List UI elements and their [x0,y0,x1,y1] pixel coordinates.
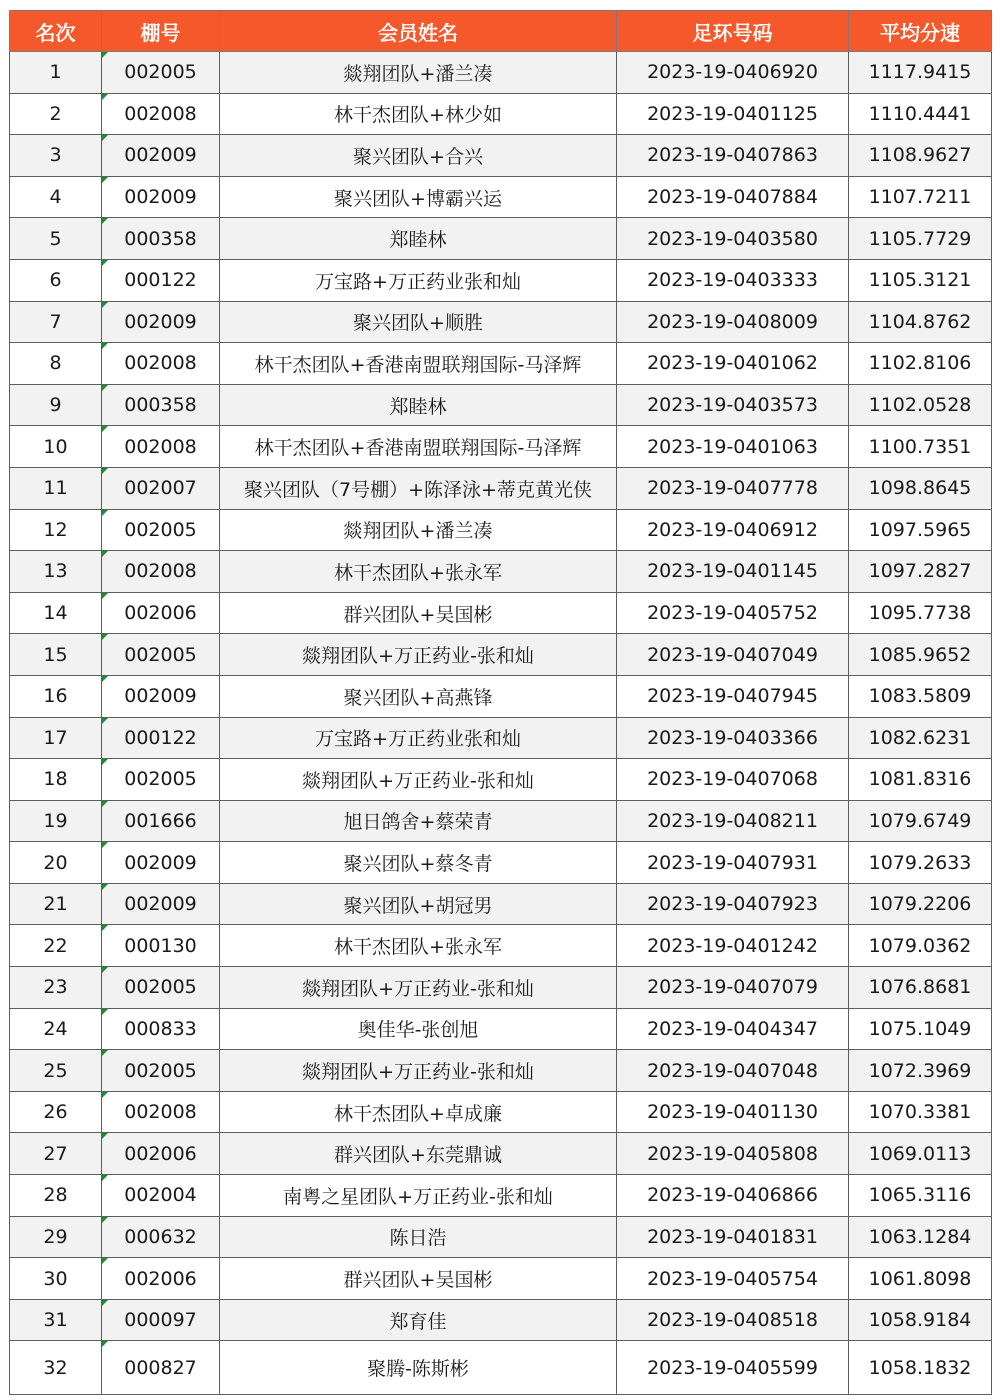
member-name-cell: 聚兴团队+合兴 [220,135,617,177]
ring-number-cell: 2023-19-0407923 [617,883,849,925]
loft-cell: 002005 [102,634,220,676]
rank-cell: 5 [10,218,102,260]
loft-cell: 002004 [102,1175,220,1217]
rank-cell: 8 [10,343,102,385]
member-name-cell: 聚兴团队+博霸兴运 [220,176,617,218]
speed-cell: 1058.1832 [849,1341,992,1395]
table-row [10,675,992,717]
table-row [10,259,992,301]
ring-number-cell: 2023-19-0404347 [617,1008,849,1050]
member-name-cell: 南粤之星团队+万正药业-张和灿 [220,1175,617,1217]
loft-cell: 002008 [102,1091,220,1133]
rank-cell: 11 [10,467,102,509]
member-name-cell: 万宝路+万正药业张和灿 [220,259,617,301]
ring-number-cell: 2023-19-0403580 [617,218,849,260]
results-body [10,52,992,1395]
member-name-cell: 林干杰团队+香港南盟联翔国际-马泽辉 [220,426,617,468]
rank-cell: 27 [10,1133,102,1175]
ring-number-cell: 2023-19-0403366 [617,717,849,759]
loft-cell: 002009 [102,883,220,925]
table-row [10,426,992,468]
ring-number-cell: 2023-19-0401130 [617,1091,849,1133]
table-row [10,1299,992,1341]
ring-number-cell: 2023-19-0403573 [617,384,849,426]
member-name-cell: 林干杰团队+张永军 [220,551,617,593]
rank-cell: 6 [10,259,102,301]
rank-cell: 29 [10,1216,102,1258]
ring-number-cell: 2023-19-0405754 [617,1258,849,1300]
table-row [10,1258,992,1300]
loft-cell: 000122 [102,717,220,759]
member-name-cell: 郑睦林 [220,384,617,426]
speed-cell: 1061.8098 [849,1258,992,1300]
table-row [10,800,992,842]
ring-number-cell: 2023-19-0401242 [617,925,849,967]
member-name-cell: 燚翔团队+万正药业-张和灿 [220,967,617,1009]
speed-cell: 1079.6749 [849,800,992,842]
ring-number-cell: 2023-19-0407049 [617,634,849,676]
member-name-cell: 聚兴团队+顺胜 [220,301,617,343]
loft-cell: 002009 [102,301,220,343]
rank-cell: 31 [10,1299,102,1341]
rank-cell: 1 [10,52,102,94]
speed-cell: 1110.4441 [849,93,992,135]
rank-cell: 30 [10,1258,102,1300]
member-name-cell: 林干杰团队+香港南盟联翔国际-马泽辉 [220,343,617,385]
ring-number-cell: 2023-19-0405752 [617,592,849,634]
ring-number-cell: 2023-19-0408518 [617,1299,849,1341]
speed-cell: 1100.7351 [849,426,992,468]
speed-cell: 1079.2206 [849,883,992,925]
table-row [10,1175,992,1217]
speed-cell: 1095.7738 [849,592,992,634]
race-results-table [9,10,992,1395]
ring-number-cell: 2023-19-0406920 [617,52,849,94]
speed-cell: 1075.1049 [849,1008,992,1050]
speed-cell: 1082.6231 [849,717,992,759]
speed-cell: 1076.8681 [849,967,992,1009]
table-row [10,384,992,426]
ring-number-cell: 2023-19-0407079 [617,967,849,1009]
ring-number-cell: 2023-19-0407863 [617,135,849,177]
col-header-speed: 平均分速 [849,11,992,52]
member-name-cell: 旭日鸽舍+蔡荣青 [220,800,617,842]
col-header-loft: 棚号 [102,11,220,52]
rank-cell: 32 [10,1341,102,1395]
table-row [10,52,992,94]
loft-cell: 000358 [102,384,220,426]
speed-cell: 1097.2827 [849,551,992,593]
speed-cell: 1098.8645 [849,467,992,509]
ring-number-cell: 2023-19-0401145 [617,551,849,593]
loft-cell: 002008 [102,551,220,593]
speed-cell: 1065.3116 [849,1175,992,1217]
speed-cell: 1079.2633 [849,842,992,884]
rank-cell: 3 [10,135,102,177]
rank-cell: 9 [10,384,102,426]
ring-number-cell: 2023-19-0407884 [617,176,849,218]
member-name-cell: 群兴团队+吴国彬 [220,592,617,634]
speed-cell: 1097.5965 [849,509,992,551]
rank-cell: 2 [10,93,102,135]
rank-cell: 22 [10,925,102,967]
rank-cell: 18 [10,759,102,801]
member-name-cell: 燚翔团队+万正药业-张和灿 [220,634,617,676]
speed-cell: 1085.9652 [849,634,992,676]
rank-cell: 10 [10,426,102,468]
loft-cell: 000833 [102,1008,220,1050]
header-row [10,11,992,52]
ring-number-cell: 2023-19-0401125 [617,93,849,135]
table-row [10,759,992,801]
ring-number-cell: 2023-19-0405808 [617,1133,849,1175]
rank-cell: 17 [10,717,102,759]
speed-cell: 1072.3969 [849,1050,992,1092]
rank-cell: 7 [10,301,102,343]
speed-cell: 1117.9415 [849,52,992,94]
table-row [10,1216,992,1258]
ring-number-cell: 2023-19-0401062 [617,343,849,385]
member-name-cell: 群兴团队+吴国彬 [220,1258,617,1300]
col-header-member: 会员姓名 [220,11,617,52]
member-name-cell: 林干杰团队+张永军 [220,925,617,967]
rank-cell: 25 [10,1050,102,1092]
loft-cell: 000097 [102,1299,220,1341]
rank-cell: 12 [10,509,102,551]
ring-number-cell: 2023-19-0405599 [617,1341,849,1395]
col-header-rank: 名次 [10,11,102,52]
table-row [10,176,992,218]
table-row [10,467,992,509]
speed-cell: 1102.0528 [849,384,992,426]
ring-number-cell: 2023-19-0408009 [617,301,849,343]
ring-number-cell: 2023-19-0408211 [617,800,849,842]
loft-cell: 000122 [102,259,220,301]
rank-cell: 15 [10,634,102,676]
rank-cell: 19 [10,800,102,842]
speed-cell: 1105.7729 [849,218,992,260]
table-row [10,93,992,135]
loft-cell: 002005 [102,1050,220,1092]
ring-number-cell: 2023-19-0407048 [617,1050,849,1092]
ring-number-cell: 2023-19-0406912 [617,509,849,551]
speed-cell: 1069.0113 [849,1133,992,1175]
speed-cell: 1107.7211 [849,176,992,218]
member-name-cell: 郑睦林 [220,218,617,260]
table-row [10,842,992,884]
member-name-cell: 聚兴团队（7号棚）+陈泽泳+蒂克黄光侠 [220,467,617,509]
speed-cell: 1070.3381 [849,1091,992,1133]
ring-number-cell: 2023-19-0407931 [617,842,849,884]
table-row [10,551,992,593]
member-name-cell: 林干杰团队+卓成廉 [220,1091,617,1133]
speed-cell: 1063.1284 [849,1216,992,1258]
speed-cell: 1102.8106 [849,343,992,385]
loft-cell: 002009 [102,176,220,218]
table-row [10,925,992,967]
member-name-cell: 燚翔团队+万正药业-张和灿 [220,1050,617,1092]
table-row [10,218,992,260]
loft-cell: 002008 [102,343,220,385]
results-sheet [9,10,991,1395]
rank-cell: 21 [10,883,102,925]
ring-number-cell: 2023-19-0406866 [617,1175,849,1217]
table-row [10,343,992,385]
member-name-cell: 燚翔团队+潘兰凑 [220,509,617,551]
speed-cell: 1105.3121 [849,259,992,301]
member-name-cell: 聚兴团队+高燕锋 [220,675,617,717]
member-name-cell: 郑育佳 [220,1299,617,1341]
speed-cell: 1081.8316 [849,759,992,801]
member-name-cell: 聚腾-陈斯彬 [220,1341,617,1395]
rank-cell: 14 [10,592,102,634]
loft-cell: 002008 [102,93,220,135]
rank-cell: 16 [10,675,102,717]
ring-number-cell: 2023-19-0407945 [617,675,849,717]
table-row [10,135,992,177]
table-row [10,509,992,551]
loft-cell: 002008 [102,426,220,468]
table-row [10,1133,992,1175]
loft-cell: 001666 [102,800,220,842]
loft-cell: 002005 [102,509,220,551]
ring-number-cell: 2023-19-0403333 [617,259,849,301]
loft-cell: 002009 [102,135,220,177]
table-row [10,1050,992,1092]
member-name-cell: 群兴团队+东莞鼎诚 [220,1133,617,1175]
col-header-ring: 足环号码 [617,11,849,52]
member-name-cell: 聚兴团队+蔡冬青 [220,842,617,884]
member-name-cell: 聚兴团队+胡冠男 [220,883,617,925]
table-row [10,717,992,759]
loft-cell: 002006 [102,1258,220,1300]
table-row [10,1341,992,1395]
member-name-cell: 奥佳华-张创旭 [220,1008,617,1050]
table-row [10,967,992,1009]
speed-cell: 1108.9627 [849,135,992,177]
loft-cell: 002005 [102,967,220,1009]
table-row [10,301,992,343]
member-name-cell: 林干杰团队+林少如 [220,93,617,135]
member-name-cell: 陈日浩 [220,1216,617,1258]
speed-cell: 1079.0362 [849,925,992,967]
ring-number-cell: 2023-19-0401063 [617,426,849,468]
ring-number-cell: 2023-19-0407068 [617,759,849,801]
loft-cell: 000358 [102,218,220,260]
loft-cell: 002005 [102,52,220,94]
table-row [10,634,992,676]
table-row [10,1091,992,1133]
rank-cell: 28 [10,1175,102,1217]
loft-cell: 000827 [102,1341,220,1395]
loft-cell: 002009 [102,675,220,717]
rank-cell: 23 [10,967,102,1009]
speed-cell: 1104.8762 [849,301,992,343]
ring-number-cell: 2023-19-0407778 [617,467,849,509]
member-name-cell: 燚翔团队+万正药业-张和灿 [220,759,617,801]
rank-cell: 13 [10,551,102,593]
member-name-cell: 万宝路+万正药业张和灿 [220,717,617,759]
speed-cell: 1083.5809 [849,675,992,717]
loft-cell: 002005 [102,759,220,801]
rank-cell: 20 [10,842,102,884]
rank-cell: 24 [10,1008,102,1050]
speed-cell: 1058.9184 [849,1299,992,1341]
loft-cell: 002006 [102,592,220,634]
table-row [10,592,992,634]
rank-cell: 4 [10,176,102,218]
loft-cell: 000632 [102,1216,220,1258]
table-row [10,1008,992,1050]
ring-number-cell: 2023-19-0401831 [617,1216,849,1258]
loft-cell: 000130 [102,925,220,967]
rank-cell: 26 [10,1091,102,1133]
loft-cell: 002009 [102,842,220,884]
member-name-cell: 燚翔团队+潘兰凑 [220,52,617,94]
loft-cell: 002007 [102,467,220,509]
table-row [10,883,992,925]
loft-cell: 002006 [102,1133,220,1175]
